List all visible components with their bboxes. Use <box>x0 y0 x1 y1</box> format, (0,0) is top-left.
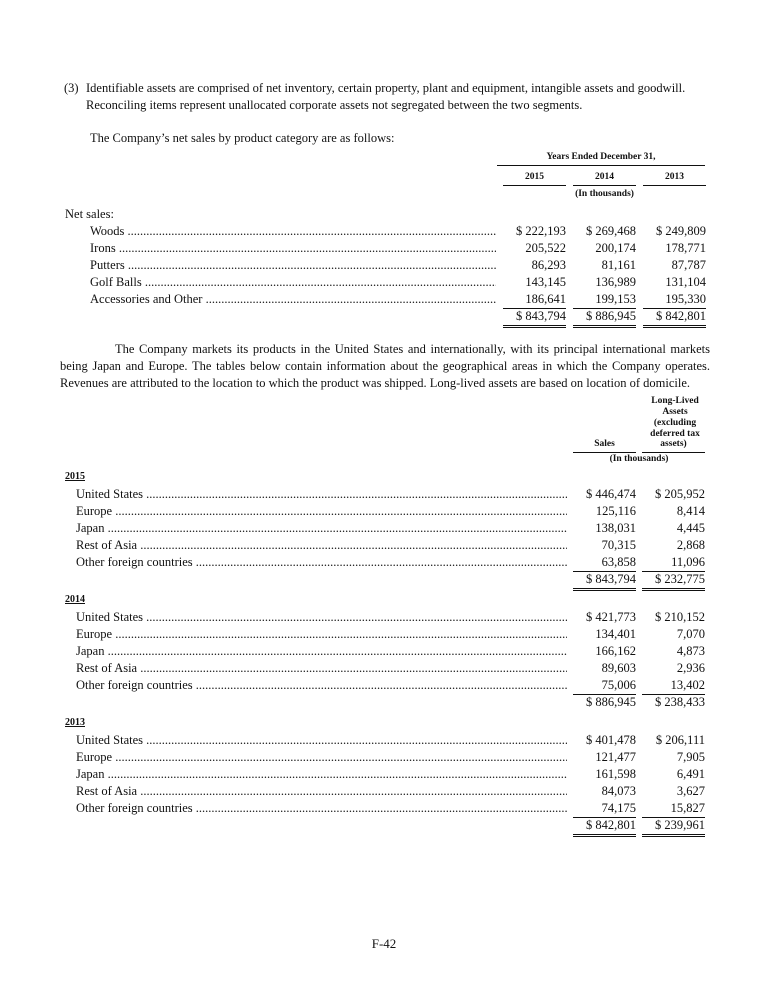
row-label <box>76 554 567 571</box>
value-cell: 125,116 <box>595 504 636 518</box>
row-label-text: Rest of Asia <box>76 784 138 798</box>
row-label-text: Accessories and Other <box>90 292 203 306</box>
column-header-2015: 2015 <box>503 172 566 186</box>
footnote-number: (3) <box>64 81 79 95</box>
header-line: Long-Lived <box>651 396 699 406</box>
row-label <box>90 240 496 257</box>
geographic-paragraph <box>60 341 710 392</box>
value-cell: 2,868 <box>676 538 705 552</box>
value-cell: 166,162 <box>595 644 636 658</box>
row-label-text: Europe <box>76 627 113 641</box>
table-row <box>0 766 768 783</box>
total-row <box>0 571 768 588</box>
value-cell: $ 446,474 <box>586 487 636 501</box>
row-label <box>76 732 567 749</box>
row-label-text: Europe <box>76 504 113 518</box>
row-label <box>76 609 567 626</box>
value-cell: 186,641 <box>503 291 566 309</box>
value-cell: 70,315 <box>601 538 636 552</box>
row-label <box>76 486 567 503</box>
value-cell: 199,153 <box>573 291 636 309</box>
table-row <box>0 503 768 520</box>
value-cell: 161,598 <box>595 767 636 781</box>
row-label-text: Europe <box>76 750 113 764</box>
value-cell: 143,145 <box>525 275 566 289</box>
row-label-text: Japan <box>76 521 105 535</box>
column-header-2013: 2013 <box>643 172 706 186</box>
total-row <box>0 308 768 325</box>
table-row <box>0 274 768 291</box>
value-cell: 138,031 <box>595 521 636 535</box>
geo-units-label: (In thousands) <box>609 454 669 464</box>
value-cell: 121,477 <box>595 750 636 764</box>
footnote-3 <box>64 80 744 114</box>
row-label-text: Rest of Asia <box>76 538 138 552</box>
total-cell: $ 232,775 <box>642 571 705 591</box>
value-cell: 87,787 <box>671 258 706 272</box>
value-cell: 15,827 <box>642 800 705 818</box>
value-cell: $ 205,952 <box>655 487 705 501</box>
value-cell: 63,858 <box>573 554 636 572</box>
total-row <box>0 817 768 834</box>
table-row <box>0 240 768 257</box>
value-cell: 8,414 <box>676 504 705 518</box>
value-cell: 134,401 <box>595 627 636 641</box>
sales-header: Sales <box>573 439 636 453</box>
header-line: (excluding <box>653 418 697 428</box>
table-row <box>0 660 768 677</box>
table-row <box>0 537 768 554</box>
value-cell: 81,161 <box>601 258 636 272</box>
geographic-paragraph-text: The Company markets its products in the United States and internationally, with its principal international markets being Japan and Europe. The tables below contain information about the geographical areas in which the Company operates. Revenues are attributed to the location to which the product was shipped. Long-lived assets are based on location of domicile. <box>60 342 710 390</box>
column-header-2014: 2014 <box>573 172 636 186</box>
years-ended-header: Years Ended December 31, <box>497 152 705 166</box>
value-cell: 86,293 <box>531 258 566 272</box>
value-cell: $ 269,468 <box>586 224 636 238</box>
row-label <box>76 503 567 520</box>
value-cell: 13,402 <box>642 677 705 695</box>
table-row <box>0 732 768 749</box>
row-label <box>90 223 496 240</box>
year-header: 2015 <box>65 471 85 482</box>
total-cell: $ 843,794 <box>573 571 636 591</box>
total-cell: $ 238,433 <box>655 695 705 709</box>
value-cell: $ 210,152 <box>655 610 705 624</box>
value-cell: 7,070 <box>676 627 705 641</box>
value-cell: 205,522 <box>525 241 566 255</box>
value-cell: $ 222,193 <box>516 224 566 238</box>
total-cell: $ 842,801 <box>573 817 636 837</box>
table-row <box>0 609 768 626</box>
page-number: F-42 <box>371 936 397 951</box>
row-label-text: Woods <box>90 224 125 238</box>
row-label <box>76 800 567 817</box>
product-table-intro: The Company’s net sales by product category are as follows: <box>90 131 395 145</box>
row-label <box>90 257 496 274</box>
table-row <box>0 626 768 643</box>
table-row <box>0 643 768 660</box>
total-cell: $ 886,945 <box>573 308 636 328</box>
row-label <box>90 274 496 291</box>
row-label-text: Golf Balls <box>90 275 142 289</box>
table-row <box>0 520 768 537</box>
value-cell: 136,989 <box>595 275 636 289</box>
value-cell: 3,627 <box>676 784 705 798</box>
row-label-text: Other foreign countries <box>76 801 193 815</box>
year-header: 2014 <box>65 594 85 605</box>
row-label-text: Rest of Asia <box>76 661 138 675</box>
value-cell: 200,174 <box>595 241 636 255</box>
long-lived-assets-header <box>642 396 708 440</box>
value-cell: $ 206,111 <box>655 733 705 747</box>
row-label-text: United States <box>76 610 144 624</box>
long-lived-assets-header-last: assets) <box>642 439 705 453</box>
row-label <box>76 520 567 537</box>
row-label-text: Putters <box>90 258 125 272</box>
value-cell: 11,096 <box>642 554 705 572</box>
row-label-text: Other foreign countries <box>76 678 193 692</box>
value-cell: 195,330 <box>643 291 706 309</box>
value-cell: $ 249,809 <box>656 224 706 238</box>
value-cell: 4,873 <box>676 644 705 658</box>
row-label <box>76 766 567 783</box>
row-label-text: United States <box>76 733 144 747</box>
row-label-text: Irons <box>90 241 116 255</box>
value-cell: 89,603 <box>601 661 636 675</box>
row-label-text: Other foreign countries <box>76 555 193 569</box>
total-cell: $ 239,961 <box>642 817 705 837</box>
year-header: 2013 <box>65 717 85 728</box>
table-row <box>0 783 768 800</box>
row-label <box>76 660 567 677</box>
value-cell: 6,491 <box>676 767 705 781</box>
value-cell: 131,104 <box>665 275 706 289</box>
table-row <box>0 554 768 571</box>
row-label <box>90 291 496 308</box>
total-row <box>0 694 768 711</box>
value-cell: 74,175 <box>573 800 636 818</box>
table-row <box>0 800 768 817</box>
row-label <box>76 537 567 554</box>
table-row <box>0 677 768 694</box>
value-cell: 4,445 <box>676 521 705 535</box>
header-line: Assets <box>662 407 688 417</box>
row-label <box>76 626 567 643</box>
row-label <box>76 783 567 800</box>
row-label-text: United States <box>76 487 144 501</box>
row-label <box>76 677 567 694</box>
value-cell: 7,905 <box>676 750 705 764</box>
footnote-text: Identifiable assets are comprised of net inventory, certain property, plant and equipment, intangible assets and goodwill. Reconciling items represent unallocated corporate assets not segregated between the two segments. <box>86 81 686 112</box>
value-cell: $ 401,478 <box>586 733 636 747</box>
table-row <box>0 291 768 308</box>
units-label: (In thousands) <box>575 189 634 199</box>
total-cell: $ 843,794 <box>503 308 566 328</box>
value-cell: $ 421,773 <box>586 610 636 624</box>
value-cell: 178,771 <box>665 241 706 255</box>
net-sales-label: Net sales: <box>65 207 114 221</box>
value-cell: 84,073 <box>601 784 636 798</box>
total-cell: $ 842,801 <box>643 308 706 328</box>
header-line: deferred tax <box>650 429 700 439</box>
value-cell: 75,006 <box>573 677 636 695</box>
table-row <box>0 257 768 274</box>
row-label-text: Japan <box>76 767 105 781</box>
total-cell: $ 886,945 <box>586 695 636 709</box>
table-row <box>0 486 768 503</box>
value-cell: 2,936 <box>676 661 705 675</box>
row-label-text: Japan <box>76 644 105 658</box>
table-row <box>0 223 768 240</box>
table-row <box>0 749 768 766</box>
row-label <box>76 643 567 660</box>
row-label <box>76 749 567 766</box>
